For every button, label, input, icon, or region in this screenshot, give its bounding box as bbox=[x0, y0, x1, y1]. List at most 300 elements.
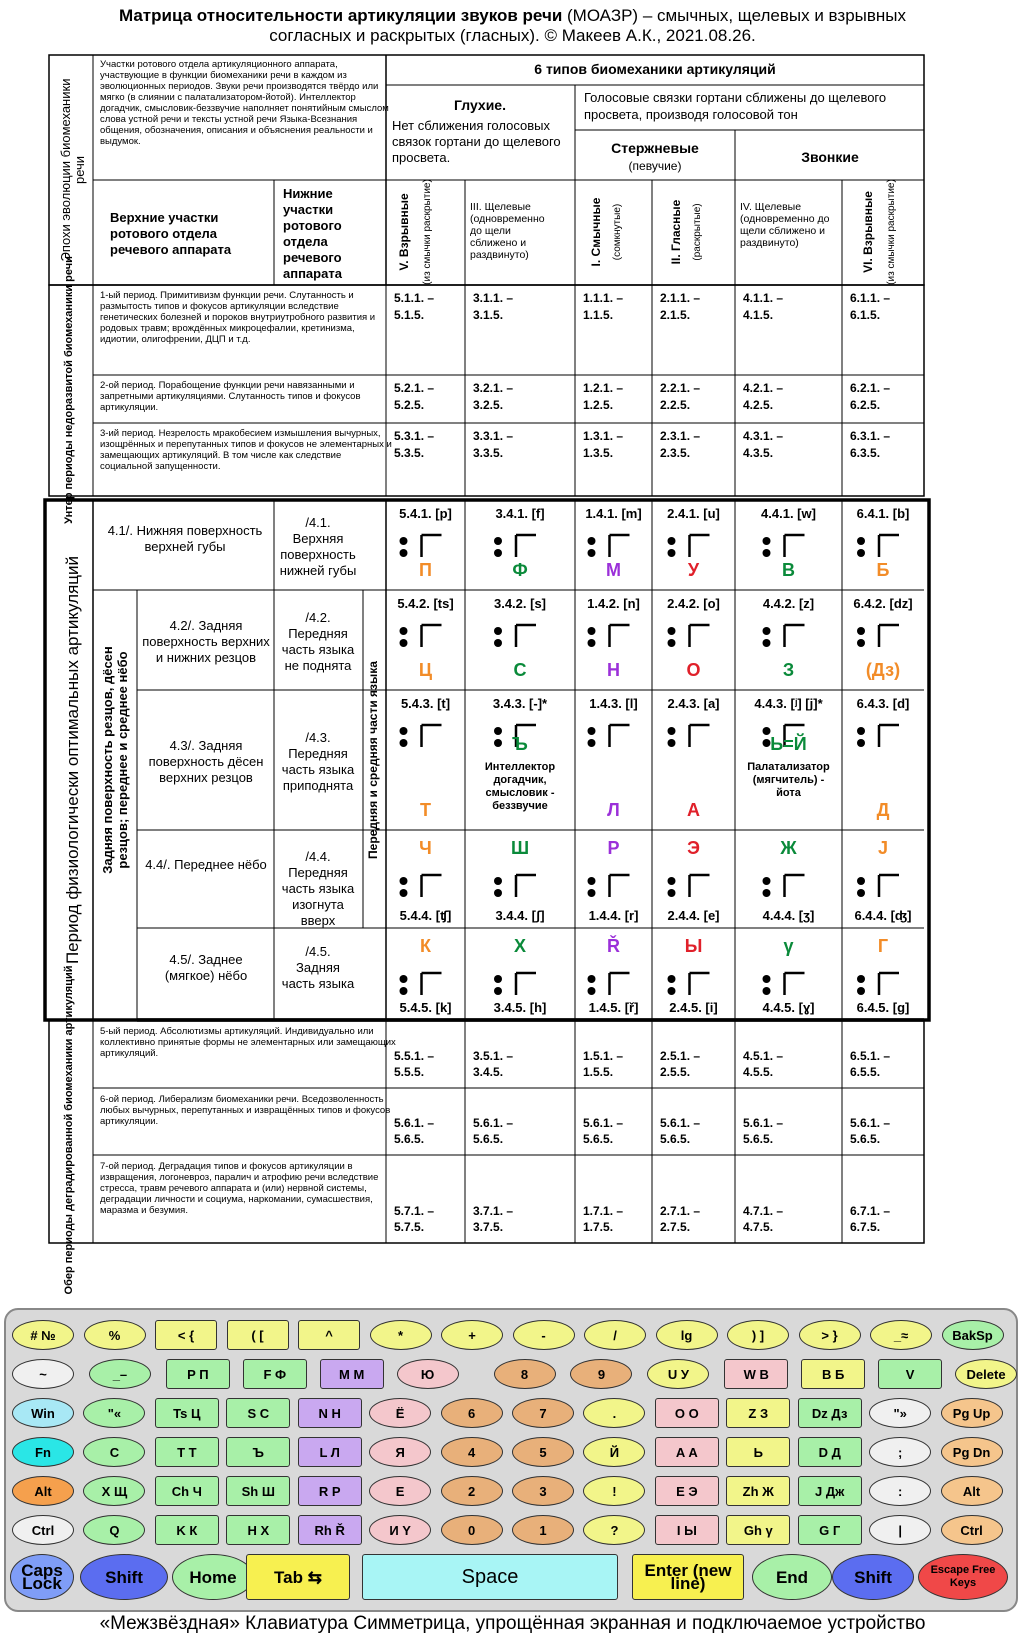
sound-note: Палатализатор (мягчитель) -йота bbox=[747, 761, 830, 799]
sound-letter: J bbox=[877, 838, 889, 858]
period-code: 5.3.5. bbox=[394, 446, 425, 460]
key-0-4[interactable]: ^ bbox=[298, 1320, 360, 1350]
period-code: 3.3.5. bbox=[473, 446, 504, 460]
dot-icon bbox=[763, 975, 771, 983]
period-code: 6.3.5. bbox=[850, 446, 881, 460]
sound-letter: Т bbox=[420, 800, 431, 820]
sound-letter: М bbox=[606, 560, 621, 580]
key-5-7[interactable]: 1 bbox=[512, 1515, 574, 1545]
articulation-glyph-icon bbox=[422, 625, 442, 647]
period-code: 6.1.5. bbox=[850, 308, 881, 322]
dot-icon bbox=[588, 627, 596, 635]
key-2-11[interactable]: Dz Дз bbox=[798, 1398, 862, 1428]
articulation-glyph-icon bbox=[690, 973, 710, 995]
key-2-12[interactable]: "» bbox=[869, 1398, 931, 1428]
key-4-6[interactable]: 2 bbox=[441, 1476, 503, 1506]
key-0-11[interactable]: > } bbox=[799, 1320, 861, 1350]
sound-letter: γ bbox=[783, 936, 794, 956]
title-bold: Матрица относительности артикуляции звуков речи bbox=[118, 6, 563, 25]
period-code: 5.6.1. – bbox=[660, 1116, 701, 1130]
key-0-12[interactable]: _≈ bbox=[870, 1320, 932, 1350]
col-ii-header: II. Гласные bbox=[669, 199, 683, 265]
key-bottom-6[interactable]: End bbox=[752, 1554, 832, 1600]
period-code: 6.7.5. bbox=[850, 1220, 881, 1234]
key-3-9[interactable]: A А bbox=[655, 1437, 719, 1467]
epochs-label-2: речи bbox=[72, 155, 87, 185]
period-code: 2.1.1. – bbox=[660, 291, 701, 305]
articulation-glyph-icon bbox=[690, 875, 710, 897]
key-1-12[interactable]: Delete bbox=[955, 1359, 1017, 1389]
deaf-title: Глухие. bbox=[454, 97, 506, 113]
six-types-title: 6 типов биомеханики артикуляций bbox=[534, 61, 776, 77]
dot-icon bbox=[857, 639, 865, 647]
sound-letter: Ы bbox=[684, 936, 703, 956]
period-code: 1.7.1. – bbox=[583, 1204, 624, 1218]
dot-icon bbox=[400, 537, 408, 545]
sound-code: 2.4.1. [u] bbox=[667, 506, 720, 521]
sound-code: 5.4.1. [p] bbox=[399, 506, 452, 521]
sound-letter: В bbox=[782, 560, 795, 580]
period-code: 4.1.5. bbox=[743, 308, 774, 322]
period-code: 6.1.1. – bbox=[850, 291, 891, 305]
sound-code: 3.4.4. [ʃ] bbox=[495, 908, 545, 923]
symmetrica-keyboard bbox=[4, 1308, 1018, 1612]
articulation-glyph-icon bbox=[610, 725, 630, 747]
articulation-glyph-icon bbox=[610, 875, 630, 897]
key-0-2[interactable]: < { bbox=[155, 1320, 217, 1350]
col-vi-header: VI. Взрывные bbox=[861, 191, 875, 273]
articulation-glyph-icon bbox=[785, 973, 805, 995]
sound-letter: Ц bbox=[418, 660, 433, 680]
tongue-label: Передняя и средняя части языка bbox=[366, 661, 380, 859]
dot-icon bbox=[494, 639, 502, 647]
key-3-11[interactable]: D Д bbox=[798, 1437, 862, 1467]
sound-code: 5.4.4. [ʧ] bbox=[399, 908, 452, 923]
sonorant-title: Стержневые bbox=[611, 140, 699, 156]
key-0-5[interactable]: * bbox=[370, 1320, 432, 1350]
key-1-11[interactable]: V bbox=[878, 1359, 942, 1389]
key-3-4[interactable]: L Л bbox=[298, 1437, 362, 1467]
period-code: 5.6.5. bbox=[583, 1132, 614, 1146]
dot-icon bbox=[494, 537, 502, 545]
sound-code: 6.4.2. [dz] bbox=[853, 596, 913, 611]
epochs-label: Эпохи эволюции биомеханики bbox=[58, 78, 73, 262]
key-4-7[interactable]: 3 bbox=[512, 1476, 574, 1506]
key-5-1[interactable]: Q bbox=[83, 1515, 145, 1545]
sound-letter: Э bbox=[687, 838, 700, 858]
key-5-3[interactable]: H Х bbox=[226, 1515, 290, 1545]
key-2-13[interactable]: Pg Up bbox=[941, 1398, 1003, 1428]
period-code: 5.3.1. – bbox=[394, 429, 435, 443]
dot-icon bbox=[588, 889, 596, 897]
period-code: 6.2.5. bbox=[850, 398, 881, 412]
key-1-1[interactable]: _– bbox=[89, 1359, 151, 1389]
articulation-glyph-icon bbox=[422, 725, 442, 747]
sound-letter: С bbox=[513, 660, 527, 680]
period-code: 5.6.1. – bbox=[394, 1116, 435, 1130]
dot-icon bbox=[668, 627, 676, 635]
articulation-glyph-icon bbox=[516, 875, 536, 897]
key-0-7[interactable]: - bbox=[513, 1320, 575, 1350]
lower-zone: /4.5. Задняя часть языка bbox=[281, 944, 355, 991]
articulation-glyph-icon bbox=[879, 625, 899, 647]
articulation-glyph-icon bbox=[879, 535, 899, 557]
upper-zone: 4.4/. Переднее нёбо bbox=[145, 857, 267, 872]
key-bottom-8[interactable]: Escape Free Keys bbox=[918, 1554, 1008, 1600]
period-code: 1.3.1. – bbox=[583, 429, 624, 443]
key-1-3[interactable]: F Ф bbox=[243, 1359, 307, 1389]
key-2-6[interactable]: 6 bbox=[441, 1398, 503, 1428]
period-code: 5.6.5. bbox=[660, 1132, 691, 1146]
key-3-8[interactable]: Й bbox=[583, 1437, 645, 1467]
sound-letter: О bbox=[686, 660, 701, 680]
articulation-glyph-icon bbox=[785, 625, 805, 647]
sound-letter: Ч bbox=[419, 838, 432, 858]
key-0-6[interactable]: + bbox=[441, 1320, 503, 1350]
period-code: 3.5.1. – bbox=[473, 1049, 514, 1063]
period-code: 2.2.1. – bbox=[660, 381, 701, 395]
key-0-3[interactable]: ( [ bbox=[227, 1320, 289, 1350]
dot-icon bbox=[668, 549, 676, 557]
key-1-7[interactable]: 9 bbox=[570, 1359, 632, 1389]
period-code: 2.1.5. bbox=[660, 308, 691, 322]
sound-letter: З bbox=[782, 660, 795, 680]
key-5-13[interactable]: Ctrl bbox=[941, 1515, 1003, 1545]
key-2-8[interactable]: . bbox=[583, 1398, 645, 1428]
dot-icon bbox=[857, 727, 865, 735]
key-3-13[interactable]: Pg Dn bbox=[941, 1437, 1003, 1467]
key-5-11[interactable]: G Г bbox=[798, 1515, 862, 1545]
sound-letter: Ь=Й bbox=[770, 734, 807, 754]
period-code: 5.2.5. bbox=[394, 398, 425, 412]
key-3-0[interactable]: Fn bbox=[12, 1437, 74, 1467]
key-3-5[interactable]: Я bbox=[369, 1437, 431, 1467]
dot-icon bbox=[400, 987, 408, 995]
dot-icon bbox=[668, 987, 676, 995]
period-code: 6.5.1. – bbox=[850, 1049, 891, 1063]
sound-code: 1.4.4. [r] bbox=[588, 908, 639, 923]
sound-letter: У bbox=[687, 560, 700, 580]
sound-letter: К bbox=[420, 936, 431, 956]
dot-icon bbox=[588, 639, 596, 647]
key-5-8[interactable]: ? bbox=[583, 1515, 645, 1545]
articulation-glyph-icon bbox=[422, 973, 442, 995]
period-code: 4.5.1. – bbox=[743, 1049, 784, 1063]
period-code: 5.2.1. – bbox=[394, 381, 435, 395]
period-code: 2.2.5. bbox=[660, 398, 691, 412]
articulation-glyph-icon bbox=[690, 725, 710, 747]
key-0-1[interactable]: % bbox=[84, 1320, 146, 1350]
sound-code: 6.4.4. [ʤ] bbox=[854, 908, 912, 923]
key-2-5[interactable]: Ё bbox=[369, 1398, 431, 1428]
articulation-glyph-icon bbox=[785, 535, 805, 557]
key-1-9[interactable]: W В bbox=[724, 1359, 788, 1389]
sound-code: 3.4.3. [-]* bbox=[492, 696, 548, 711]
key-bottom-2[interactable]: Home bbox=[172, 1554, 254, 1600]
dot-icon bbox=[668, 877, 676, 885]
key-2-9[interactable]: O О bbox=[655, 1398, 719, 1428]
period-code: 4.2.5. bbox=[743, 398, 774, 412]
posterior-label: Задняя поверхность резцов, дёсенрезцов; переднее и среднее нёбо bbox=[100, 646, 130, 874]
articulation-glyph-icon bbox=[879, 973, 899, 995]
key-2-3[interactable]: S С bbox=[226, 1398, 290, 1428]
col-v-header: V. Взрывные bbox=[397, 193, 411, 271]
dot-icon bbox=[763, 727, 771, 735]
dot-icon bbox=[400, 627, 408, 635]
period-code: 5.7.5. bbox=[394, 1220, 425, 1234]
dot-icon bbox=[668, 639, 676, 647]
dot-icon bbox=[668, 727, 676, 735]
sound-code: 2.4.2. [o] bbox=[667, 596, 720, 611]
dot-icon bbox=[400, 727, 408, 735]
key-1-4[interactable]: M М bbox=[320, 1359, 384, 1389]
key-0-9[interactable]: lg bbox=[656, 1320, 718, 1350]
period-code: 4.3.5. bbox=[743, 446, 774, 460]
dot-icon bbox=[588, 975, 596, 983]
period-code: 2.3.1. – bbox=[660, 429, 701, 443]
key-5-0[interactable]: Ctrl bbox=[12, 1515, 74, 1545]
key-4-12[interactable]: : bbox=[869, 1476, 931, 1506]
articulation-glyph-icon bbox=[422, 535, 442, 557]
period-text: 7-ой период. Деградация типов и фокусов артикуляции в извращения, логоневроз, паралич и атрофию речи вследствие стресса, травм речевого аппарата и (или) нервной системы, деградации личности и социума, наркомании, сумасшествия, маразма и безумия. bbox=[100, 1161, 379, 1216]
articulation-glyph-icon bbox=[516, 535, 536, 557]
period-text: 2-ой период. Порабощение функции речи навязанными и запретными артикуляциями. Слутанность типов и фокусов артикуляции. bbox=[100, 380, 361, 413]
sound-code: 6.4.3. [d] bbox=[856, 696, 910, 711]
upper-zone: 4.2/. Задняя поверхность верхних и нижних резцов bbox=[142, 618, 270, 665]
key-5-6[interactable]: 0 bbox=[441, 1515, 503, 1545]
key-1-8[interactable]: U У bbox=[647, 1359, 709, 1389]
dot-icon bbox=[857, 549, 865, 557]
period-code: 3.3.1. – bbox=[473, 429, 514, 443]
period-code: 5.6.1. – bbox=[583, 1116, 624, 1130]
articulation-glyph-icon bbox=[879, 725, 899, 747]
dot-icon bbox=[588, 877, 596, 885]
key-bottom-5[interactable]: Enter (new line) bbox=[632, 1554, 744, 1600]
key-0-10[interactable]: ) ] bbox=[727, 1320, 789, 1350]
lower-zone: /4.4. Передняя часть языка изогнута вверх bbox=[281, 849, 355, 928]
key-4-13[interactable]: Alt bbox=[941, 1476, 1003, 1506]
dot-icon bbox=[763, 639, 771, 647]
dot-icon bbox=[668, 739, 676, 747]
key-3-3[interactable]: Ъ bbox=[226, 1437, 290, 1467]
sound-code: 4.4.5. [ɣ] bbox=[762, 1000, 815, 1015]
dot-icon bbox=[494, 627, 502, 635]
key-4-1[interactable]: X Щ bbox=[83, 1476, 145, 1506]
dot-icon bbox=[588, 537, 596, 545]
key-2-1[interactable]: "« bbox=[83, 1398, 145, 1428]
period-code: 5.6.1. – bbox=[473, 1116, 514, 1130]
period-code: 5.5.1. – bbox=[394, 1049, 435, 1063]
upper-header: Верхние участки ротового отдела речевого аппарата bbox=[110, 210, 232, 257]
articulation-glyph-icon bbox=[516, 973, 536, 995]
period-code: 4.7.1. – bbox=[743, 1204, 784, 1218]
dot-icon bbox=[588, 549, 596, 557]
sound-code: 3.4.2. [s] bbox=[493, 596, 547, 611]
sound-code: 5.4.5. [k] bbox=[399, 1000, 452, 1015]
under-periods-label: Унтер периоды недоразвитой биомеханики речи bbox=[63, 256, 75, 524]
sound-letter: Х bbox=[513, 936, 527, 956]
articulation-glyph-icon bbox=[879, 875, 899, 897]
sound-letter: П bbox=[419, 560, 432, 580]
key-1-0[interactable]: ~ bbox=[12, 1359, 74, 1389]
dot-icon bbox=[763, 877, 771, 885]
key-1-6[interactable]: 8 bbox=[494, 1359, 556, 1389]
col-iv-header: IV. Щелевые (одновременно до щели сближено и раздвинуто) bbox=[740, 201, 830, 249]
dot-icon bbox=[494, 877, 502, 885]
key-4-0[interactable]: Alt bbox=[12, 1476, 74, 1506]
period-text: 1-ый период. Примитивизм функции речи. Слутанность и размытость типов и фокусов артикуляции вследствие генетических болезней и пороков внутриутробного развития и родовых травм; врождённых микроцефалии, кретинизма, идиотии, олигофрении, ДЦП и т.д. bbox=[100, 290, 376, 345]
sound-letter: Л bbox=[607, 800, 620, 820]
period-code: 5.6.5. bbox=[850, 1132, 881, 1146]
articulation-glyph-icon bbox=[690, 625, 710, 647]
period-code: 2.7.1. – bbox=[660, 1204, 701, 1218]
period-code: 3.7.1. – bbox=[473, 1204, 514, 1218]
dot-icon bbox=[763, 627, 771, 635]
key-4-4[interactable]: R Р bbox=[298, 1476, 362, 1506]
key-3-10[interactable]: Ь bbox=[726, 1437, 790, 1467]
col-i-sub: (сомкнутые) bbox=[612, 203, 623, 261]
sound-code: 4.4.2. [z] bbox=[762, 596, 815, 611]
sound-code: 4.4.4. [ʒ] bbox=[762, 908, 815, 923]
key-2-4[interactable]: N Н bbox=[298, 1398, 362, 1428]
sound-code: 3.4.5. [h] bbox=[493, 1000, 547, 1015]
dot-icon bbox=[763, 537, 771, 545]
period-code: 1.5.5. bbox=[583, 1065, 614, 1079]
upper-zone: 4.5/. Заднее (мягкое) нёбо bbox=[164, 952, 248, 983]
dot-icon bbox=[494, 975, 502, 983]
sound-code: 1.4.3. [l] bbox=[589, 696, 638, 711]
key-3-7[interactable]: 5 bbox=[512, 1437, 574, 1467]
key-5-9[interactable]: I Ы bbox=[655, 1515, 719, 1545]
period-code: 2.5.5. bbox=[660, 1065, 691, 1079]
period-code: 1.1.1. – bbox=[583, 291, 624, 305]
key-5-4[interactable]: Rh Ř bbox=[298, 1515, 362, 1545]
period-code: 2.5.1. – bbox=[660, 1049, 701, 1063]
over-periods-label: Обер периоды деградированной биомеханики артикуляций bbox=[63, 965, 75, 1295]
lower-zone: /4.1. Верхняя поверхность нижней губы bbox=[279, 515, 357, 578]
key-4-2[interactable]: Ch Ч bbox=[155, 1476, 219, 1506]
sound-letter: Р bbox=[607, 838, 620, 858]
key-4-8[interactable]: ! bbox=[583, 1476, 645, 1506]
col-v-sub: (из смычки раскрытие) bbox=[422, 179, 433, 285]
dot-icon bbox=[857, 877, 865, 885]
period-code: 5.6.5. bbox=[473, 1132, 504, 1146]
sound-code: 1.4.5. [ř] bbox=[588, 1000, 639, 1015]
key-2-10[interactable]: Z З bbox=[726, 1398, 790, 1428]
sound-letter: Н bbox=[607, 660, 620, 680]
period-code: 3.7.5. bbox=[473, 1220, 504, 1234]
period-code: 2.7.5. bbox=[660, 1220, 691, 1234]
articulation-glyph-icon bbox=[785, 875, 805, 897]
period-code: 4.7.5. bbox=[743, 1220, 774, 1234]
key-bottom-0[interactable]: Caps Lock bbox=[10, 1554, 74, 1600]
dot-icon bbox=[763, 987, 771, 995]
key-5-2[interactable]: K К bbox=[155, 1515, 219, 1545]
key-5-10[interactable]: Gh γ bbox=[726, 1515, 790, 1545]
sound-code: 2.4.5. [i] bbox=[669, 1000, 718, 1015]
col-iii-header: III. Щелевые (одновременно до щели сближено и раздвинуто) bbox=[470, 201, 545, 261]
articulation-glyph-icon bbox=[690, 535, 710, 557]
upper-zone: 4.1/. Нижняя поверхность верхней губы bbox=[107, 523, 263, 554]
key-3-6[interactable]: 4 bbox=[441, 1437, 503, 1467]
key-bottom-1[interactable]: Shift bbox=[80, 1554, 168, 1600]
key-bottom-7[interactable]: Shift bbox=[832, 1554, 914, 1600]
dot-icon bbox=[494, 549, 502, 557]
key-5-5[interactable]: И Y bbox=[369, 1515, 431, 1545]
dot-icon bbox=[400, 975, 408, 983]
key-0-8[interactable]: / bbox=[584, 1320, 646, 1350]
period-code: 1.2.5. bbox=[583, 398, 614, 412]
period-code: 5.1.1. – bbox=[394, 291, 435, 305]
sound-letter: Ф bbox=[512, 560, 528, 580]
key-2-7[interactable]: 7 bbox=[512, 1398, 574, 1428]
dot-icon bbox=[588, 739, 596, 747]
dot-icon bbox=[494, 987, 502, 995]
period-text: 3-ий период. Незрелость мракобесием измышления вычурных, изощрённых и перепутанных типов и фокусов не элементарных и замещающих артикуляций. В том числе как следствие социальной запущенности. bbox=[100, 428, 392, 472]
key-1-5[interactable]: Ю bbox=[397, 1359, 459, 1389]
period-code: 3.2.5. bbox=[473, 398, 504, 412]
key-4-10[interactable]: Zh Ж bbox=[726, 1476, 790, 1506]
key-1-10[interactable]: B Б bbox=[801, 1359, 865, 1389]
key-3-1[interactable]: C bbox=[83, 1437, 145, 1467]
dot-icon bbox=[588, 727, 596, 735]
dot-icon bbox=[668, 975, 676, 983]
dot-icon bbox=[763, 549, 771, 557]
period-code: 6.7.1. – bbox=[850, 1204, 891, 1218]
intro-text: Участки ротового отдела артикуляционного аппарата, участвующие в функции биомеханики речи в каждом из эволюционных периодов. Звуки речи производятся твёрдо или мягко (в слиянии с палатализатором-йотой). Интеллектор догадчик, смысловик-беззвучие наполняет понятийным смыслом слова устной речи и тексты устной речи Языка-Всезнания общения, обозначения, описания и объяснения реальности и выдумок. bbox=[100, 59, 389, 147]
col-i-header: I. Смычные bbox=[589, 197, 603, 267]
key-5-12[interactable]: | bbox=[869, 1515, 931, 1545]
title-line2: согласных и раскрытых (гласных). © Макеев А.К., 2021.08.26. bbox=[269, 26, 756, 45]
dot-icon bbox=[400, 877, 408, 885]
key-4-9[interactable]: E Э bbox=[655, 1476, 719, 1506]
key-2-0[interactable]: Win bbox=[12, 1398, 74, 1428]
sound-code: 4.4.1. [w] bbox=[761, 506, 816, 521]
sound-letter: А bbox=[687, 800, 700, 820]
key-0-0[interactable]: # № bbox=[12, 1320, 74, 1350]
key-bottom-3[interactable]: Tab ⇆ bbox=[246, 1554, 350, 1600]
sound-letter: Ш bbox=[510, 838, 530, 858]
period-code: 3.2.1. – bbox=[473, 381, 514, 395]
key-4-5[interactable]: Е bbox=[369, 1476, 431, 1506]
dot-icon bbox=[857, 987, 865, 995]
period-code: 5.6.5. bbox=[394, 1132, 425, 1146]
key-1-2[interactable]: P П bbox=[166, 1359, 230, 1389]
dot-icon bbox=[857, 975, 865, 983]
period-code: 5.6.5. bbox=[743, 1132, 774, 1146]
period-code: 3.4.5. bbox=[473, 1065, 504, 1079]
key-0-13[interactable]: BakSp bbox=[942, 1320, 1004, 1350]
sound-code: 4.4.3. [ʲ] [j]* bbox=[754, 696, 823, 711]
key-3-12[interactable]: ; bbox=[869, 1437, 931, 1467]
sound-letter: Ъ bbox=[512, 734, 528, 754]
period-code: 5.5.5. bbox=[394, 1065, 425, 1079]
sound-code: 5.4.3. [t] bbox=[400, 696, 451, 711]
dot-icon bbox=[400, 549, 408, 557]
key-4-11[interactable]: J Дж bbox=[798, 1476, 862, 1506]
dot-icon bbox=[857, 627, 865, 635]
key-3-2[interactable]: T Т bbox=[155, 1437, 219, 1467]
period-code: 5.7.1. – bbox=[394, 1204, 435, 1218]
articulation-glyph-icon bbox=[422, 875, 442, 897]
period-code: 1.5.1. – bbox=[583, 1049, 624, 1063]
key-bottom-4[interactable]: Space bbox=[362, 1554, 618, 1600]
voiced-desc: Голосовые связки гортани сближены до щелевого просвета, производя голосовой тон bbox=[584, 90, 887, 122]
title-rest: (МОАЗР) – смычных, щелевых и взрывных bbox=[562, 6, 907, 25]
key-4-3[interactable]: Sh Ш bbox=[226, 1476, 290, 1506]
period-code: 1.7.5. bbox=[583, 1220, 614, 1234]
key-2-2[interactable]: Ts Ц bbox=[155, 1398, 219, 1428]
